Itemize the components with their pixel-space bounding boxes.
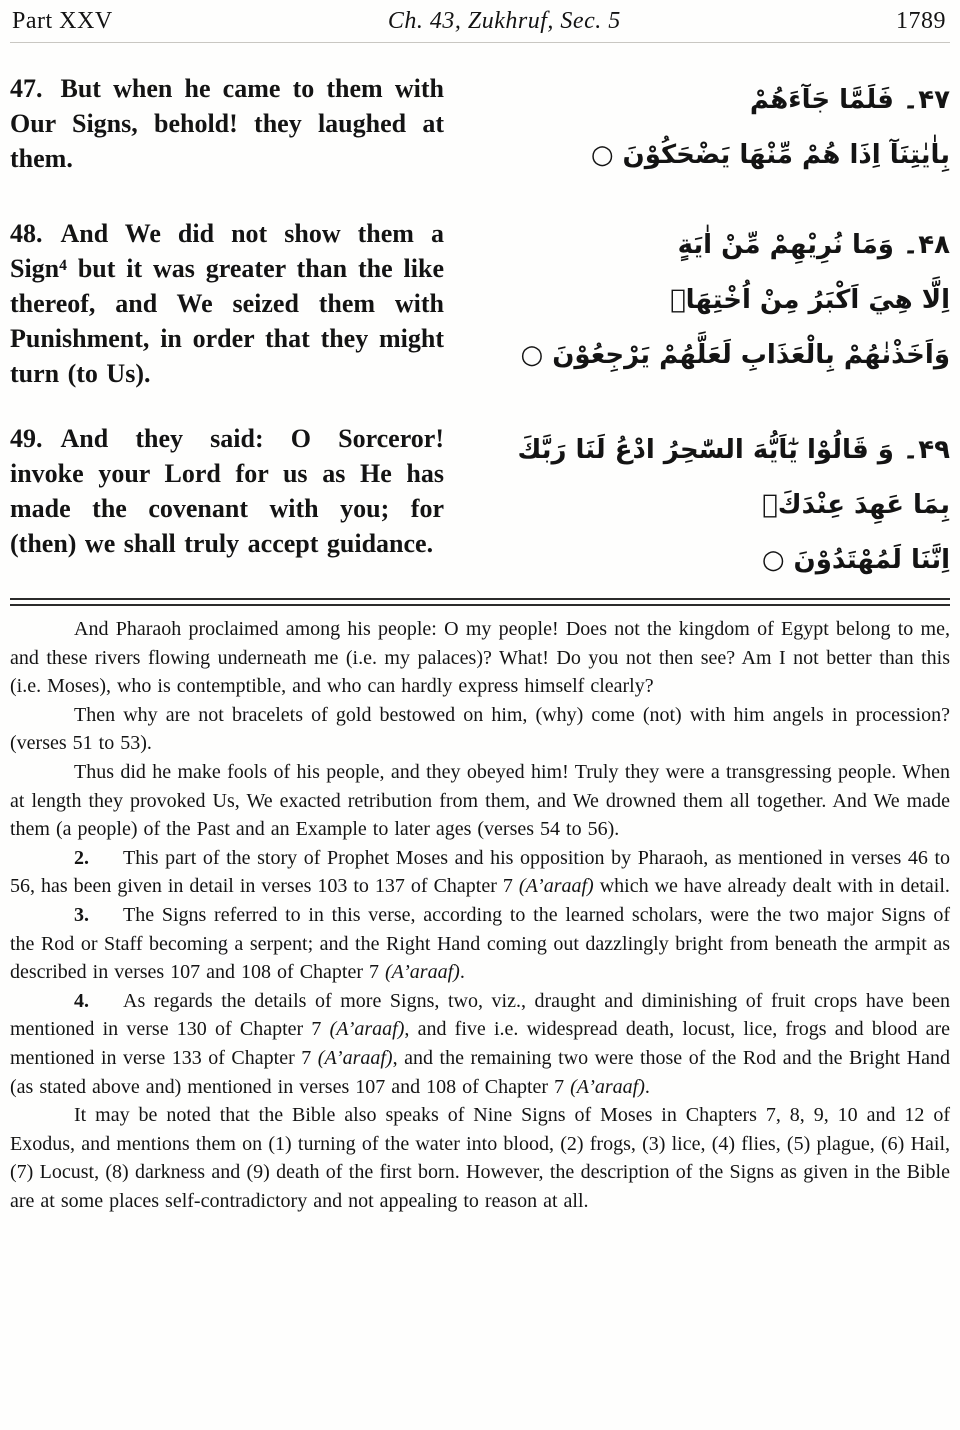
verse-number: 49. [10, 424, 43, 453]
arabic-line: بِمَا عَهِدَ عِنْدَكَۚ [762, 490, 950, 520]
arabic-line: ۴۸۔ وَمَا نُرِيْهِمْ مِّنْ اٰيَةٍ [677, 230, 950, 260]
footnote-paragraph [10, 901, 950, 987]
header-part-label: Part XXV [12, 8, 113, 34]
footnote-number: 3. [74, 903, 89, 926]
verse-number: 48. [10, 219, 43, 248]
body-text: , and five i.e. widespread death, locust, lice, frogs and blood are mentioned in verse 133 of Chapter 7 [10, 1018, 950, 1069]
section-divider [10, 598, 950, 606]
header-chapter-title: Ch. 43, Zukhruf, Sec. 5 [387, 8, 621, 34]
body-text: It may be noted that the Bible also speaks of Nine Signs of Moses in Chapters 7, 8, 9, 10 and 12 of Exodus, and mentions them on (1) turning of the water into blood, (2) frogs, (3) lice, (4) flies, (5) plague, (6) Hail, (7) Locust, (8) darkness and (9) death of the first born. However, the description of the Signs as given in the Bible are at some places self-contradictory and not appealing to reason at all. [10, 1104, 950, 1212]
verse-arabic-text [462, 216, 950, 383]
italic-text: (A’araaf) [518, 875, 594, 898]
body-text: And Pharaoh proclaimed among his people: O my people! Does not the kingdom of Egypt belong to me, and these rivers flowing underneath me (i.e. my palaces)? What! Do you not then see? Am I not better than this (i.e. Moses), who is contemptible, and who can hardly express himself clearly? [10, 618, 950, 698]
verse-row [10, 421, 950, 588]
verse-english-text: 47. But when he came to them with Our Signs, behold! they laughed at them. [10, 74, 444, 173]
body-text: . [644, 1075, 650, 1098]
arabic-line: اِلَّا هِيَ اَكْبَرُ مِنْ اُخْتِهَاۚ [670, 285, 950, 315]
body-text: Thus did he make fools of his people, and they obeyed him! Truly they were a transgressing people. When at length they provoked Us, We exacted retribution from them, and We drowned them all together. And We made them (a people) of the Past and an Example to later ages (verses 54 to 56). [10, 760, 950, 841]
verse-row [10, 71, 950, 183]
verse-english-text: 49. And they said: O Sorceror! invoke your Lord for us as He has made the covenant with you; for (then) we shall truly accept guidance. [10, 424, 444, 558]
verse-number: 47. [10, 74, 43, 103]
body-text: . [459, 961, 465, 984]
italic-text: (A’araaf) [385, 961, 460, 984]
italic-text: (A’araaf) [570, 1075, 645, 1098]
footnote-number: 4. [74, 989, 89, 1012]
commentary-paragraph [10, 1101, 950, 1215]
header-page-number: 1789 [895, 8, 946, 34]
footnote-number: 2. [74, 846, 89, 869]
body-text: which we have already dealt with in detail. [593, 875, 950, 898]
italic-text: (A’araaf) [329, 1018, 405, 1041]
body-text: The Signs referred to in this verse, according to the learned scholars, were the two major Signs of the Rod or Staff becoming a serpent; and the Right Hand coming out dazzlingly bright from beneath the armpit as described in verses 107 and 108 of Chapter 7 [10, 903, 950, 984]
page-body [10, 43, 950, 1215]
verse-english-text: 48. And We did not show them a Sign⁴ but it was greater than the like thereof, and We seized them with Punishment, in order that they might turn (to Us). [10, 219, 444, 388]
page-header [10, 8, 950, 43]
commentary-paragraph [10, 615, 950, 701]
body-text: This part of the story of Prophet Moses and his opposition by Pharaoh, as mentioned in verses 46 to 56, has been given in detail in verses 103 to 137 of Chapter 7 [10, 846, 950, 898]
footnote-paragraph [10, 987, 950, 1101]
verse-arabic-text [462, 71, 950, 183]
body-text: , and the remaining two were those of the Rod and the Bright Hand (as stated above and) mentioned in verses 107 and 108 of Chapter 7 [10, 1046, 950, 1098]
arabic-line: وَاَخَذْنٰهُمْ بِالْعَذَابِ لَعَلَّهُمْ يَرْجِعُوْنَ ○ [520, 340, 950, 370]
commentary-section [10, 606, 950, 1215]
footnote-paragraph [10, 844, 950, 901]
commentary-paragraph [10, 758, 950, 844]
italic-text: (A’araaf) [317, 1046, 393, 1069]
verses-section [10, 43, 950, 588]
verse-arabic-text [462, 421, 950, 588]
arabic-line: اِنَّنَا لَمُهْتَدُوْنَ ○ [761, 545, 950, 575]
arabic-line: بِاٰيٰتِنَآ اِذَا هُمْ مِّنْهَا يَضْحَكُوْنَ ○ [590, 140, 950, 170]
arabic-line: ۴۷۔ فَلَمَّا جَآءَهُمْ [749, 85, 950, 115]
body-text: As regards the details of more Signs, two, viz., draught and diminishing of fruit crops have been mentioned in verse 130 of Chapter 7 [10, 989, 950, 1041]
verse-row [10, 216, 950, 391]
arabic-line: ۴۹۔ وَ قَالُوْا يٰٓاَيُّهَ السّٰحِرُ ادْعُ لَنَا رَبَّكَ [517, 435, 950, 465]
commentary-paragraph [10, 701, 950, 758]
body-text: Then why are not bracelets of gold bestowed on him, (why) come (not) with him angels in procession? (verses 51 to 53). [10, 703, 950, 755]
